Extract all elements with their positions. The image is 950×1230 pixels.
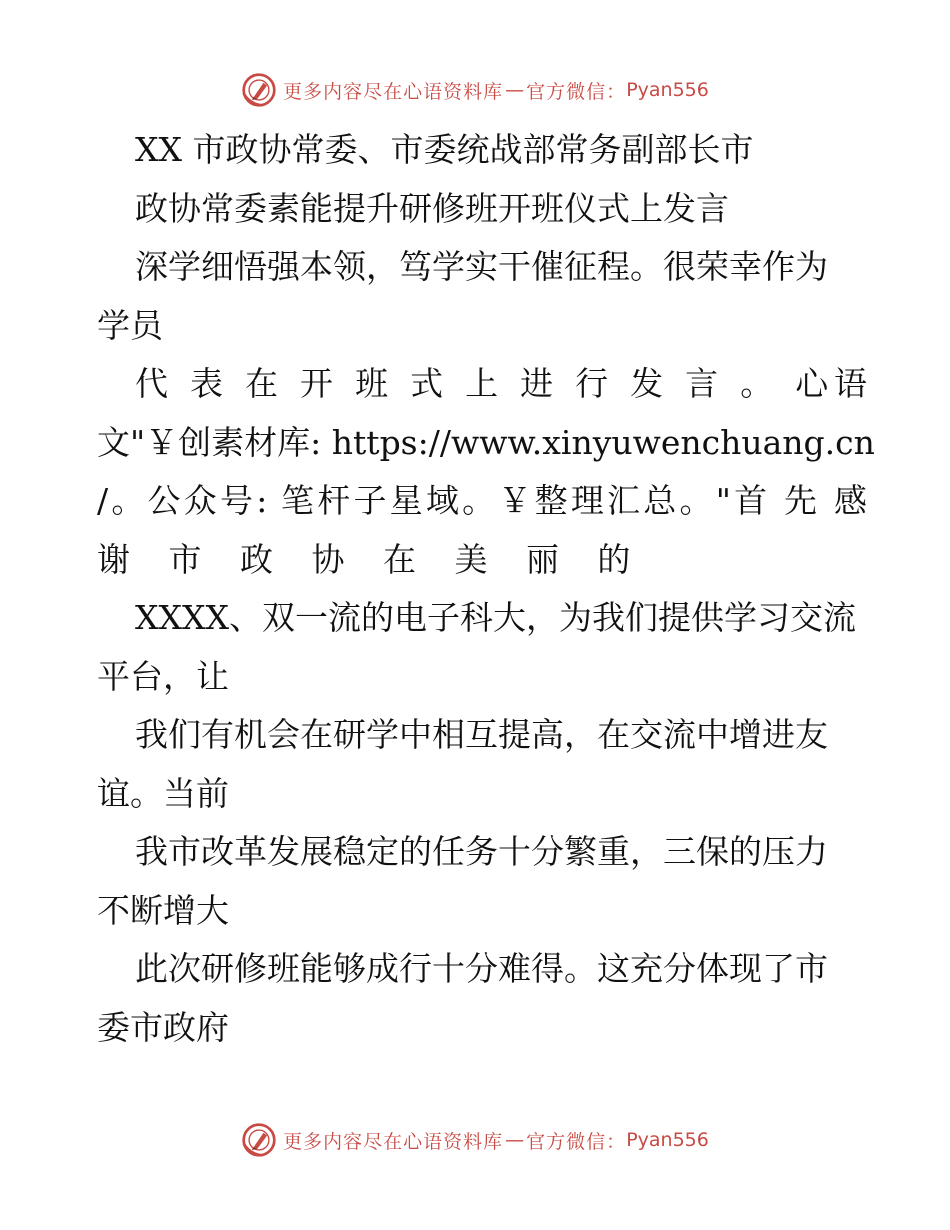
header-watermark [0, 70, 950, 110]
text-line-8: 谢 市 政 协 在 美 丽 的 [97, 539, 645, 579]
text-line-5: 代 表 在 开 班 式 上 进 行 发 言 。 心语 [135, 364, 867, 403]
text-line-6: 文"￥创素材库: https://www.xinyuwenchuang.cn [97, 422, 875, 462]
text-line-16: 委市政府 [97, 1007, 229, 1047]
pen-nib-logo-icon [241, 1122, 277, 1158]
watermark-account: Pyan556 [626, 79, 709, 101]
watermark-text: 更多内容尽在心语资料库 [283, 1130, 504, 1153]
footer-watermark [0, 1120, 950, 1160]
pen-nib-logo-icon [241, 72, 277, 108]
text-line-title-1: XX 市政协常委、市委统战部常务副部长市 [135, 130, 754, 169]
text-line-9: XXXX、双一流的电子科大，为我们提供学习交流 [135, 598, 856, 637]
text-line-title-2: 政协常委素能提升研修班开班仪式上发言 [135, 188, 729, 228]
text-line-14: 不断增大 [97, 890, 229, 930]
watermark-account: Pyan556 [626, 1129, 709, 1151]
watermark-text: 更多内容尽在心语资料库 [283, 80, 504, 103]
text-line-7: /。公众号: 笔杆子星域。￥整理汇总。"首 先 感 [97, 481, 867, 520]
text-line-4: 学员 [97, 305, 163, 345]
text-line-12: 谊。当前 [97, 773, 229, 813]
text-line-10: 平台，让 [97, 656, 229, 696]
text-line-15: 此次研修班能够成行十分难得。这充分体现了市 [135, 949, 828, 988]
text-line-11: 我们有机会在研学中相互提高，在交流中增进友 [135, 715, 828, 754]
watermark-label: 官方微信： [526, 80, 627, 103]
watermark-separator: — [505, 79, 525, 101]
text-line-13: 我市改革发展稳定的任务十分繁重，三保的压力 [135, 832, 828, 871]
watermark-separator: — [505, 1129, 525, 1151]
watermark-label: 官方微信： [526, 1130, 627, 1153]
document-body [97, 121, 875, 1057]
text-line-3: 深学细悟强本领，笃学实干催征程。很荣幸作为 [135, 247, 828, 286]
